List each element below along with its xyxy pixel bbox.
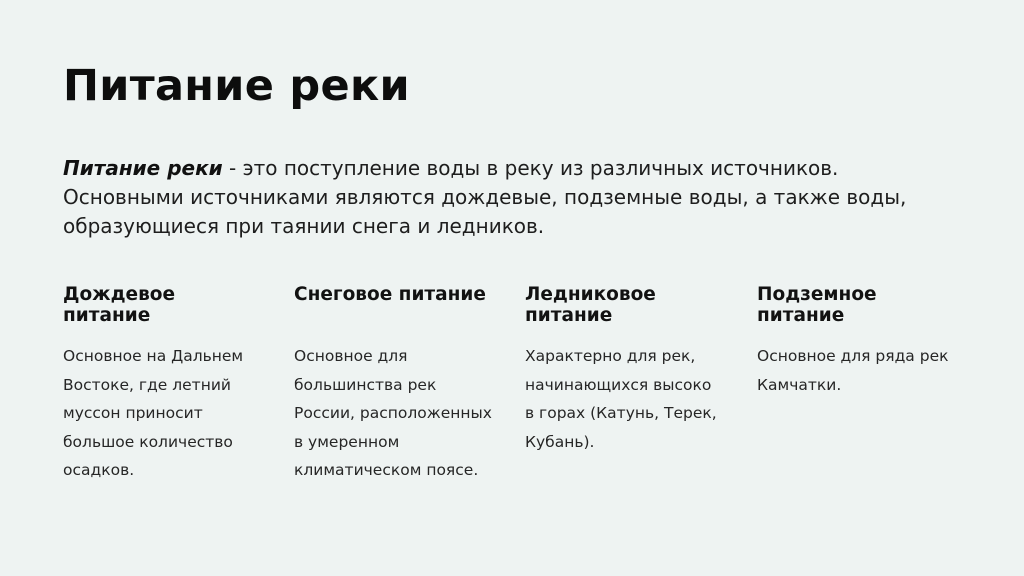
slide-title: Питание реки [63,61,410,111]
column-body: Основное для большинства рек России, расположенных в умеренном климатическом поясе. [294,347,492,479]
column-heading: Ледниковое питание [525,284,656,326]
intro-term: Питание реки [63,156,223,180]
column-body: Основное для ряда рек Камчатки. [757,347,949,394]
column-glacier [525,284,725,456]
column-heading: Подземное питание [757,284,877,326]
column-heading: Дождевое питание [63,284,176,326]
column-underground [757,284,957,399]
intro-text: - это поступление воды в реку из различных источников. Основными источниками являются дождевые, подземные воды, а также воды, образующиеся при таянии снега и ледников. [63,156,907,238]
column-rain [63,284,263,485]
column-body: Основное на Дальнем Востоке, где летний муссон приносит большое количество осадков. [63,347,244,479]
column-heading: Снеговое питание [294,284,486,305]
column-snow [294,284,494,485]
column-body: Характерно для рек, начинающихся высоко в горах (Катунь, Терек, Кубань). [525,347,717,451]
intro-paragraph [63,154,943,241]
